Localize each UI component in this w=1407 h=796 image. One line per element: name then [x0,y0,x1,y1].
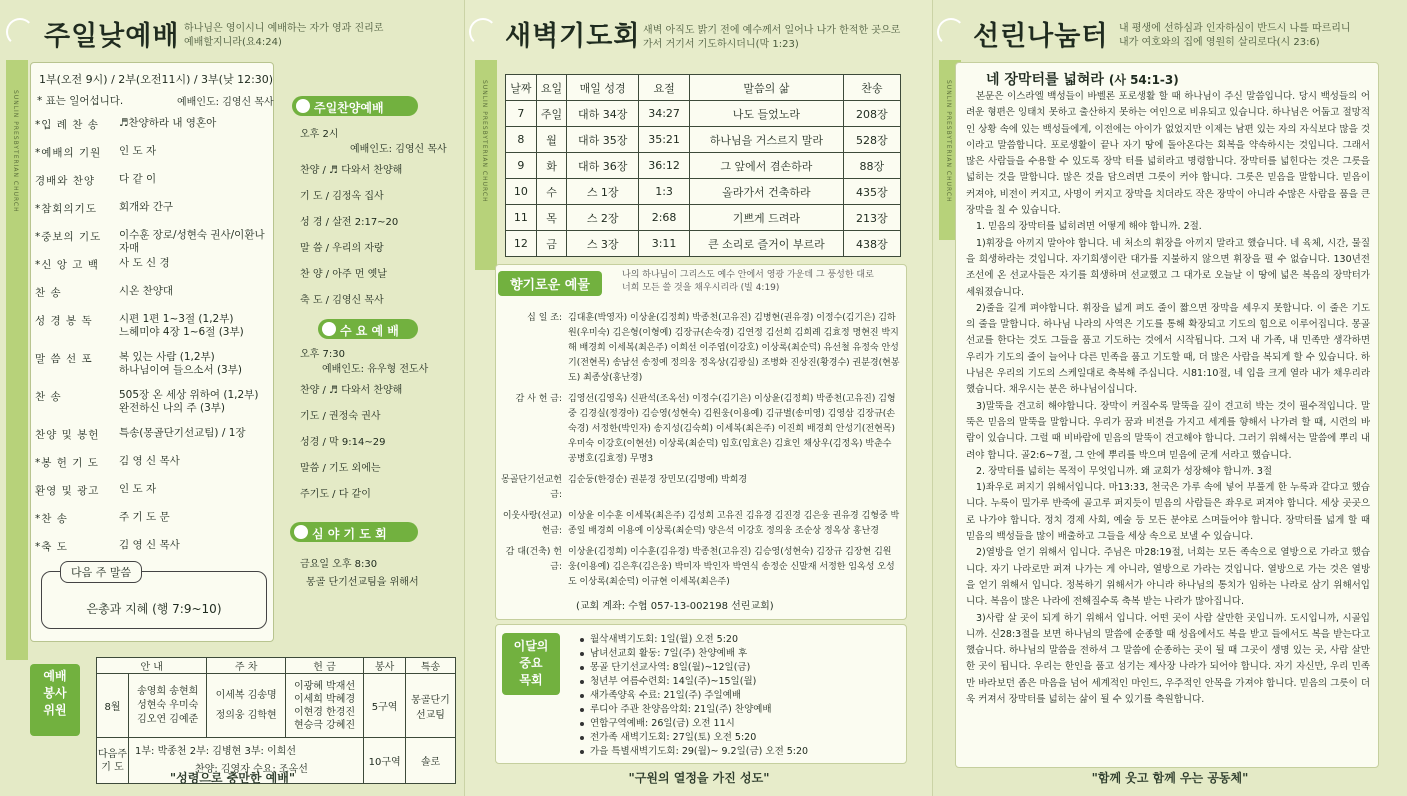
dawn-table-cell: 화 [536,153,567,179]
worship-order-value: 505장 온 세상 위하여 (1,2부) 완전하신 나의 주 (3부) [119,389,259,414]
night-prayer-pill: 심 야 기 도 회 [290,522,418,542]
offering-label: 감 사 헌 금: [515,394,562,404]
news-text: 청년부 여름수련회: 14일(주)~15일(월) [590,676,757,687]
worship-order-item [35,225,271,253]
offering-verse: 나의 하나님이 그리스도 예수 안에서 영광 가운데 그 풍성한 대로 너희 모든 쓸 것을 채우시리라 (빌 4:19) [622,270,874,293]
worship-order-label: *중보의 기도 [35,231,102,243]
worship-order-value: 시온 찬양대 [119,285,174,297]
dawn-table-cell: 3:11 [639,231,690,257]
monthly-news-label: 이달의 중요 목회 [502,633,560,695]
dawn-table-cell: 하나님을 거스르지 말라 [690,127,843,153]
praise-items [300,158,447,314]
side-church-text: SUNLIN PRESBYTERIAN CHURCH [945,80,952,203]
sermon-reference: (사 54:1-3) [1108,73,1179,87]
offering-row [496,311,900,386]
worship-order-item [35,507,271,535]
wednesday-worship-details: 오후 7:30 예배인도: 유우형 전도사 찬양 / ♬ 다와서 찬양해 기도 / 권정숙 권사 성경 / 막 9:14~29 말씀 / 기도 외에는 주기도 / 다 같이 [300,348,428,508]
sermon-body [966,89,1370,765]
dawn-table-cell: 스 3장 [567,231,639,257]
duty-next-prayers: 1부: 박종천 2부: 김병현 3부: 이희선 찬양: 김영자 수요: 조옥선 [129,738,364,784]
dawn-table-body [506,101,901,257]
dawn-table-row [506,153,901,179]
sermon-paragraph: 3)말뚝을 견고히 해야합니다. 장막이 커질수록 말뚝을 깊이 견고히 박는 것이 필수적입니다. 말뚝은 믿음의 말뚝을 말합니다. 우리가 꿈과 비전을 가지고 세계를 향해서 나가려 할 때, 시련의 바람이 있습니다. 그럴 때 비바람에 믿음의 말뚝이 견고해야 합니다. 그러기 위해서는 말씀에 뿌리 내려야 합니다. 골2:6~7절, 그 안에 뿌리를 박으며 믿음에 굳게 서라고 했습니다. [966,400,1370,461]
news-text: 몽골 단기선교사역: 8일(월)~12일(금) [590,662,751,673]
offering-label: 십 일 조: [527,313,562,323]
dawn-table-cell: 기쁘게 드려라 [690,205,843,231]
offering-label: 감 대(건축) 헌금: [505,547,562,572]
monthly-news-list [580,633,900,759]
dawn-header-cell: 매일 성경 [567,75,639,101]
offering-names: 이상윤 이수훈 이세복(최은주) 김성희 고유진 김유경 김진경 김은웅 권유경 김형중 박종일 배경희 이용예 이상록(최순덕) 양은석 이강호 정의웅 조순상 정옥상 홍난경 [568,511,900,536]
dawn-header-cell: 말씀의 삶 [690,75,843,101]
offering-row [496,473,900,503]
sermon-paragraph: 2)열방을 얻기 위해서 입니다. 주님은 마28:19절, 너희는 모든 족속으로 열방으로 가라고 했습니다. 자기 나라로만 퍼져 나가는 게 아니라, 열방으로 가라는 것입니다. 열방으로 가는 것은 열방을 얻기 위해서 입니다. 정복하기 위해서가 아니라 하나님의 통치가 임하는 나라로 삼기 위해서입니다. 복음이 많은 나라에 전해질수록 축복 받는 나라가 많아집니다. [966,547,1370,608]
duty-parking-names: 이세복 김송명 정의웅 김학현 [207,674,285,738]
offering-names: 김영선(김영옥) 신판석(조옥선) 이정수(김기은) 이상윤(김정희) 박종천(고유진) 김형중 김경실(정경아) 김승영(성현숙) 김원웅(이용예) 김규별(송미영) 김영삼 김장규(손숙경) 서정한(박인자) 송지성(김숙희) 이세복(최은주) 이진희 배경희 안성기(전현목) 우미숙 이강호(이현선) 이상록(최순덕) 임호(임효은) 김효인 채상우(김정옥) 박춘수 공병호(김효정) 무명3 [568,394,896,464]
monthly-news-card [495,624,907,764]
dawn-table-cell: 36:12 [639,153,690,179]
duty-next-label: 다음주 기 도 [97,738,129,784]
worship-order-label: *입 례 찬 송 [35,119,99,131]
worship-order-value: 다 같 이 [119,173,157,185]
news-item [580,675,900,689]
offering-names: 이상윤(김정희) 이수훈(김유경) 박종천(고유진) 김승영(성현숙) 김장규 김장현 김원웅(이용예) 김은후(김은웅) 박미자 박인자 박연식 송정순 신말재 서정한 임옥성 오성도 이상록(최순덕) 이규현 이세복(최은주) [568,547,895,587]
dawn-table-cell: 11 [506,205,537,231]
duty-next-special: 솔로 [405,738,455,784]
worship-order-label: 말 씀 선 포 [35,353,93,365]
arc-decoration [6,18,34,46]
praise-item: 축 도 / 김영신 목사 [300,295,384,306]
dawn-table-cell: 올라가서 건축하라 [690,179,843,205]
dawn-table-cell: 스 2장 [567,205,639,231]
worship-order-value: 주 기 도 문 [119,511,170,523]
dawn-table-cell: 213장 [843,205,900,231]
news-text: 남녀선교회 활동: 7일(주) 찬양예배 후 [590,648,748,659]
wednesday-item: 말씀 / 기도 외에는 [300,463,381,474]
offering-names: 김대훈(박영자) 이상윤(김정희) 박종천(고유진) 김병현(권유경) 이정수(김기은) 김하원(우미숙) 김은형(이형예) 김장규(손숙경) 김연정 김선희 김희례 김효정 명현진 박지해 배경희 이세복(최은주) 이희선 이주엽(이강호) 이상록(최순덕) 유선철 유정숙 안성기(전현목) 송남선 송정예 정의웅 정옥상(김광실) 조병화 진상진(황경수) 권분경(현봉도) 최종상(홍난경) [568,313,900,383]
praise-item: 성 경 / 살전 2:17~20 [300,217,399,228]
praise-item: 말 씀 / 우리의 자랑 [300,243,384,254]
wednesday-worship-pill: 수 요 예 배 [318,319,418,339]
panel-subtitle: 하나님은 영이시니 예배하는 자가 영과 진리로 예배할지니라(요4:24) [184,23,384,48]
worship-order-label: 성 경 봉 독 [35,315,93,327]
bullet-dot-icon [580,736,584,740]
dawn-table-cell: 금 [536,231,567,257]
bullet-dot-icon [322,322,336,336]
panel-title: 새벽기도회 [505,21,641,52]
wednesday-items [300,378,428,508]
worship-order-item [35,169,271,197]
news-item [580,731,900,745]
worship-order-value: 회개와 간구 [119,201,174,213]
worship-order-item [35,479,271,507]
worship-order-label: 찬 송 [35,287,62,299]
bullet-dot-icon [580,708,584,712]
worship-order-value: 김 영 신 목사 [119,455,180,467]
worship-order-item [35,309,271,347]
panel-footer: "성령으로 충만한 예배" [169,771,296,785]
duty-header-offering: 헌 금 [285,658,363,674]
sermon-paragraph: 1)휘장을 아끼지 말아야 합니다. 네 처소의 휘장을 아끼지 말라고 했습니다. 네 육체, 시간, 물질을 희생하라는 것입니다. 자기희생이란 대가를 지불하지 않으면 휘장을 펼 수 없습니다. 130년전 조선에 온 선교사들은 자기를 희생하며 선교했고 그 대가로 오늘날 이 땅에 넓은 복음의 장막터가 세워졌습니다. [966,237,1370,298]
sermon-paragraph: 1. 믿음의 장막터를 넓히려면 어떻게 해야 합니까. 2절. [976,221,1202,233]
sermon-paragraph: 2. 장막터를 넓히는 목적이 무엇입니까. 왜 교회가 성장해야 합니까. 3절 [976,465,1273,477]
dawn-table-cell: 208장 [843,101,900,127]
worship-order-value: 특송(몽골단기선교팀) / 1장 [119,427,246,439]
dawn-table-header [506,75,901,101]
dawn-table-cell: 88장 [843,153,900,179]
bullet-dot-icon [294,525,308,539]
worship-order-value: 사 도 신 경 [119,257,170,269]
worship-order-label: *신 앙 고 백 [35,259,99,271]
side-church-text: SUNLIN PRESBYTERIAN CHURCH [481,80,488,203]
dawn-table-row [506,231,901,257]
worship-order-label: *찬 송 [35,513,68,525]
news-item [580,703,900,717]
panel-sharing [933,0,1407,796]
bullet-dot-icon [580,694,584,698]
worship-order-value: 인 도 자 [119,483,157,495]
worship-order-label: 찬양 및 봉헌 [35,429,100,441]
dawn-table-cell: 월 [536,127,567,153]
offering-names: 김순둥(한경순) 권분경 장민모(김명예) 박희경 [568,475,748,485]
dawn-header-cell: 요일 [536,75,567,101]
praise-item: 찬 양 / 아주 먼 옛날 [300,269,387,280]
news-text: 가을 특별새벽기도회: 29(월)~ 9.2일(금) 오전 5:20 [590,746,809,757]
worship-order-value: 시편 1편 1~3절 (1,2부) 느헤미야 4장 1~6절 (3부) [119,313,244,338]
wednesday-item: 찬양 / ♬ 다와서 찬양해 [300,385,403,396]
dawn-table-cell: 나도 들었노라 [690,101,843,127]
duty-special: 몽골단기 선교팀 [405,674,455,738]
sermon-card [955,62,1379,768]
news-text: 연합구역예배: 26일(금) 오전 11시 [590,718,735,729]
praise-item: 기 도 / 김정옥 집사 [300,191,384,202]
dawn-table-cell: 1:3 [639,179,690,205]
sermon-heading [986,69,1179,89]
sermon-paragraph: 본문은 이스라엘 백성들이 바벨론 포로생활 할 때 하나님이 주신 말씀입니다. 당시 백성들의 어려운 형편은 잉태치 못하고 출산하지 못하는 여인으로 비유되고 있습니다. 하나님은 어둡고 절망적인 상황 속에 있는 백성들에게, 이전에는 아이가 없었지만 이제는 남편 있는 자의 자식보다 많을 것이라고 말씀합니다. 포로생활이 끝나 자기 땅에 돌아온다는 회복을 약속하시는 것입니다. 그래서 많은 사람들을 수용할 수 있도록 장막 터를 넓히라고 명령합니다. 장막터를 넓힌다는 것은 그릇을 넓히는 것을 말합니다. 많은 것을 담으려면 그릇이 커야 합니다. 그릇은 믿음을 말합니다. 믿음이 커져야, 비전이 커지고, 사명이 커지고 장막을 치더라도 작은 장막이 아니라 수많은 사람을 품을 큰 장막을 칠 수 있습니다. [966,91,1370,217]
offering-row [496,545,900,590]
dawn-schedule-table [505,74,901,257]
worship-order-item [35,253,271,281]
dawn-table-cell: 그 앞에서 겸손하라 [690,153,843,179]
news-text: 전가족 새벽기도회: 27일(토) 오전 5:20 [590,732,757,743]
next-week-box [41,566,267,629]
worship-order-label: *축 도 [35,541,68,553]
panel-subtitle: 새벽 아직도 밝기 전에 예수께서 일어나 나가 한적한 곳으로 가서 거기서 기도하시더니(막 1:23) [643,25,901,50]
offering-row [496,509,900,539]
worship-order-item [35,141,271,169]
dawn-table-row [506,127,901,153]
duty-next-service: 10구역 [364,738,406,784]
dawn-header-cell: 찬송 [843,75,900,101]
dawn-table-cell: 수 [536,179,567,205]
worship-order-label: *예배의 기원 [35,147,102,159]
duty-header-special: 특송 [405,658,455,674]
dawn-table-cell: 8 [506,127,537,153]
standing-note: * 표는 일어섭니다. [37,95,124,107]
dawn-table-cell: 큰 소리로 즐거이 부르라 [690,231,843,257]
worship-order-item [35,347,271,385]
panel-footer: "구원의 열정을 가진 성도" [628,771,770,785]
dawn-table-cell: 대하 35장 [567,127,639,153]
panel-dawn-prayer [465,0,933,796]
news-item [580,647,900,661]
news-item [580,717,900,731]
worship-order-value: 복 있는 사람 (1,2부) 하나님이여 들으소서 (3부) [119,351,242,376]
panel-footer: "함께 웃고 함께 우는 공동체" [1091,771,1249,785]
dawn-table-cell: 435장 [843,179,900,205]
worship-order-item [35,423,271,451]
dawn-table-cell: 12 [506,231,537,257]
duty-service-group: 5구역 [364,674,406,738]
panel-subtitle: 내 평생에 선하심과 인자하심이 반드시 나를 따르리니 내가 여호와의 집에 영원히 살리로다(시 23:6) [1119,23,1351,48]
church-account: (교회 계좌: 수협 057-13-002198 선린교회) [576,601,774,612]
dawn-table-cell: 2:68 [639,205,690,231]
bullet-dot-icon [580,680,584,684]
offering-list [496,311,900,596]
panel-title: 주일낮예배 [44,21,180,52]
praise-item: 찬양 / ♬ 다와서 찬양해 [300,165,403,176]
news-text: 새가족양육 수료: 21일(주) 주일예배 [590,690,742,701]
night-prayer-details: 금요일 오후 8:30 몽골 단기선교팀을 위해서 [300,559,419,588]
bullet-dot-icon [580,750,584,754]
worship-order-value: ♬찬양하라 내 영혼아 [119,117,217,129]
dawn-table-row [506,179,901,205]
dawn-table-cell: 7 [506,101,537,127]
dawn-header-cell: 요절 [639,75,690,101]
offering-row [496,392,900,467]
offering-title: 향기로운 예물 [498,271,602,296]
worship-order-item [35,385,271,423]
worship-leader: 예배인도: 김영신 목사 [177,97,274,108]
worship-order-item [35,535,271,563]
praise-worship-details: 오후 2시 예배인도: 김영신 목사 찬양 / ♬ 다와서 찬양해 기 도 / 김정옥 집사 성 경 / 살전 2:17~20 말 씀 / 우리의 자랑 찬 양 / 아주 먼 옛날 축 도 / 김영신 목사 [300,128,447,314]
worship-order-value: 이수훈 장로/성현숙 권사/이환나 자매 [119,229,265,254]
worship-order-item [35,197,271,225]
dawn-table-cell: 528장 [843,127,900,153]
sermon-paragraph: 2)줄을 길게 펴야합니다. 휘장을 넓게 펴도 줄이 짧으면 장막을 세우지 못합니다. 이 줄은 기도의 줄을 말합니다. 하나님 나라의 사역은 기도를 통해 확장되고 기도의 힘으로 이루어집니다. 몽골 선교를 한다는 것도 그들을 품고 기도하는 것에서 시작됩니다. 그저 내 가족, 내 민족만 생각하면 우리가 기도의 줄이 늘어나 다른 민족을 품고 기도할 때, 더 많은 사람을 복되게 할 수 있습니다. 하나님은 우리의 기도의 스케일대로 축복해 주십니다. 시81:10절, 네 입을 크게 열라 내가 채우리라 했습니다. 채우시는 분은 하나님이십니다. [966,302,1370,396]
worship-order-label: *봉 헌 기 도 [35,457,99,469]
sermon-title: 네 장막터를 넓혀라 [986,72,1104,88]
dawn-table-cell: 대하 36장 [567,153,639,179]
praise-worship-pill: 주일찬양예배 [292,96,418,116]
bullet-dot-icon [580,722,584,726]
duty-table [96,657,456,784]
offering-label: 몽골단기선교헌금: [501,475,562,500]
news-item [580,661,900,675]
duty-header-guide: 안 내 [97,658,207,674]
dawn-table-cell: 438장 [843,231,900,257]
worship-order-item [35,113,271,141]
worship-times: 1부(오전 9시) / 2부(오전11시) / 3부(낮 12:30) [39,73,274,86]
dawn-table-cell: 35:21 [639,127,690,153]
next-week-sermon: 은총과 지혜 (행 7:9~10) [86,602,222,616]
worship-order-label: 환영 및 광고 [35,485,100,497]
dawn-table-cell: 대하 34장 [567,101,639,127]
duty-offering-names: 이광혜 박재선 이세희 박혜경 이현경 한경진 현승극 강혜진 [285,674,363,738]
dawn-table-cell: 10 [506,179,537,205]
next-week-label: 다음 주 말씀 [60,561,142,583]
dawn-table-cell: 스 1장 [567,179,639,205]
dawn-table-row [506,205,901,231]
worship-order-value: 인 도 자 [119,145,157,157]
panel-sunday-worship [0,0,465,796]
news-text: 월삭새벽기도회: 1일(월) 오전 5:20 [590,634,738,645]
arc-decoration [469,18,497,46]
dawn-table-row [506,101,901,127]
dawn-header-cell: 날짜 [506,75,537,101]
dawn-table-cell: 9 [506,153,537,179]
wednesday-item: 성경 / 막 9:14~29 [300,437,386,448]
news-item [580,633,900,647]
duty-guide-names: 송영희 송현희 성현숙 우미숙 김오연 김예준 [129,674,207,738]
worship-order-label: *참회의기도 [35,203,97,215]
wednesday-item: 주기도 / 다 같이 [300,489,371,500]
bullet-dot-icon [580,652,584,656]
worship-order-label: 찬 송 [35,391,62,403]
duty-header-service: 봉사 [364,658,406,674]
worship-order-value: 김 영 신 목사 [119,539,180,551]
bullet-dot-icon [580,666,584,670]
arc-decoration [937,18,965,46]
panel-title: 선린나눔터 [973,21,1109,52]
dawn-table-cell: 주일 [536,101,567,127]
bullet-dot-icon [296,99,310,113]
sermon-paragraph: 3)사람 살 곳이 되게 하기 위해서 입니다. 어떤 곳이 사람 살만한 곳입니까. 도시입니까, 시골입니까. 신28:3절을 보면 하나님의 말씀에 순종할 때 성읍에서도 복을 받고 들에서도 복을 받는다고 했습니다. 하나님의 말씀을 전하셔 그 말씀에 순종하는 곳이 될 때 그곳이 생명 있는 곳, 사람 살만한 곳이 됩니다. 우리는 한인을 품고 섬기는 제사장 나라가 되어야 합니다. 자기 자신만, 우리 민족만 바라보던 좁은 마음을 넘어 세계적인 마인드, 우주적인 안목을 가져야 합니다. 믿음의 그릇이 더욱 커져서 장막터를 넓히는 삶이 될 수 있기를 축원합니다. [966,612,1370,705]
duty-label: 예배 봉사 위원 [30,664,80,736]
news-text: 루디아 주관 찬양음악회: 21일(주) 찬양예배 [590,704,772,715]
offering-label: 이웃사랑(선교) 헌금: [502,511,562,536]
side-church-text: SUNLIN PRESBYTERIAN CHURCH [12,90,19,213]
news-item [580,689,900,703]
news-item [580,745,900,759]
worship-order-item [35,281,271,309]
offering-card [495,264,907,620]
bullet-dot-icon [580,638,584,642]
worship-order-card [30,62,274,642]
worship-order-label: 경배와 찬양 [35,175,96,187]
sermon-paragraph: 1)좌우로 퍼지기 위해서입니다. 마13:33, 천국은 가루 속에 넣어 부풀게 한 누룩과 같다고 했습니다. 누룩이 밀가루 반죽에 골고루 퍼지듯이 믿음의 사람들은 좌우로 퍼져야 합니다. 세상 곳곳으로 나가야 합니다. 정치 경제 사회, 예술 등 모든 분야로 스며들어야 합니다. 장막터를 넓게 할 때 믿음의 백성들을 많이 배출하고 그들을 세상 속으로 보낼 수 있습니다. [966,482,1370,543]
duty-header-parking: 주 차 [207,658,285,674]
duty-month: 8월 [97,674,129,738]
worship-order-item [35,451,271,479]
dawn-table-cell: 34:27 [639,101,690,127]
wednesday-item: 기도 / 권정숙 권사 [300,411,381,422]
dawn-table-cell: 목 [536,205,567,231]
